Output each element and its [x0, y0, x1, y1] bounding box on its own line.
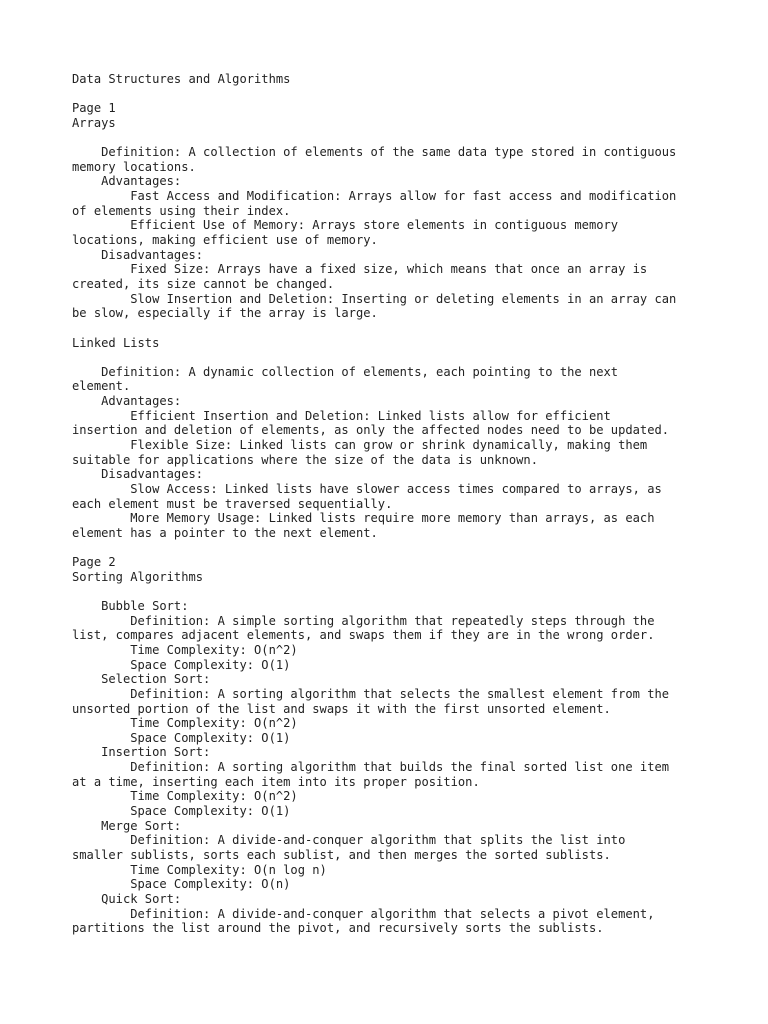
- text-line: Page 2: [72, 555, 116, 570]
- text-line: Advantages:: [72, 394, 182, 409]
- text-line: Page 1: [72, 101, 116, 116]
- text-line: partitions the list around the pivot, and recursively sorts the sublists.: [72, 921, 604, 936]
- text-line: Arrays: [72, 115, 116, 130]
- text-line: Space Complexity: O(1): [72, 730, 291, 745]
- text-line: element.: [72, 379, 131, 394]
- text-line: suitable for applications where the size of the data is unknown.: [72, 452, 538, 467]
- text-line: Time Complexity: O(n^2): [72, 789, 298, 804]
- blank-line: [72, 87, 712, 102]
- text-line: Time Complexity: O(n^2): [72, 642, 298, 657]
- document-body: [72, 72, 712, 936]
- text-line: be slow, especially if the array is large.: [72, 306, 378, 321]
- blank-line: [72, 584, 712, 599]
- blank-line: [72, 350, 712, 365]
- text-line: element has a pointer to the next element.: [72, 525, 378, 540]
- text-line: Time Complexity: O(n log n): [72, 862, 327, 877]
- text-line: Merge Sort:: [72, 818, 182, 833]
- text-line: locations, making efficient use of memory.: [72, 233, 378, 248]
- text-line: each element must be traversed sequentially.: [72, 496, 393, 511]
- text-line: Insertion Sort:: [72, 745, 211, 760]
- text-line: Data Structures and Algorithms: [72, 72, 291, 86]
- blank-line: [72, 131, 712, 146]
- text-line: created, its size cannot be changed.: [72, 276, 335, 291]
- text-line: Space Complexity: O(n): [72, 877, 291, 892]
- text-line: Slow Access: Linked lists have slower access times compared to arrays, as: [72, 481, 662, 496]
- text-line: Space Complexity: O(1): [72, 657, 291, 672]
- text-line: Fast Access and Modification: Arrays allow for fast access and modification: [72, 189, 677, 204]
- blank-line: [72, 321, 712, 336]
- text-line: Definition: A collection of elements of the same data type stored in contiguous: [72, 145, 677, 160]
- text-line: Efficient Use of Memory: Arrays store elements in contiguous memory: [72, 218, 619, 233]
- text-line: Efficient Insertion and Deletion: Linked lists allow for efficient: [72, 408, 611, 423]
- text-line: Time Complexity: O(n^2): [72, 716, 298, 731]
- text-line: Definition: A divide-and-conquer algorithm that selects a pivot element,: [72, 906, 655, 921]
- text-line: Definition: A sorting algorithm that builds the final sorted list one item: [72, 760, 670, 775]
- text-line: Space Complexity: O(1): [72, 804, 291, 819]
- text-line: unsorted portion of the list and swaps it with the first unsorted element.: [72, 701, 611, 716]
- text-line: Sorting Algorithms: [72, 569, 204, 584]
- text-line: Disadvantages:: [72, 467, 204, 482]
- text-line: memory locations.: [72, 159, 196, 174]
- text-line: list, compares adjacent elements, and swaps them if they are in the wrong order.: [72, 628, 655, 643]
- text-line: Linked Lists: [72, 335, 160, 350]
- text-line: Quick Sort:: [72, 891, 182, 906]
- blank-line: [72, 541, 712, 556]
- text-line: Definition: A simple sorting algorithm that repeatedly steps through the: [72, 613, 655, 628]
- text-line: Definition: A dynamic collection of elements, each pointing to the next: [72, 364, 619, 379]
- text-line: Slow Insertion and Deletion: Inserting or deleting elements in an array can: [72, 291, 677, 306]
- text-line: at a time, inserting each item into its proper position.: [72, 774, 480, 789]
- text-line: Advantages:: [72, 174, 182, 189]
- text-line: Definition: A sorting algorithm that selects the smallest element from the: [72, 686, 670, 701]
- text-line: More Memory Usage: Linked lists require more memory than arrays, as each: [72, 511, 655, 526]
- text-line: smaller sublists, sorts each sublist, and then merges the sorted sublists.: [72, 847, 611, 862]
- text-line: Selection Sort:: [72, 672, 211, 687]
- text-line: Bubble Sort:: [72, 599, 189, 614]
- text-line: Definition: A divide-and-conquer algorithm that splits the list into: [72, 833, 626, 848]
- text-line: Disadvantages:: [72, 247, 204, 262]
- text-line: Flexible Size: Linked lists can grow or shrink dynamically, making them: [72, 438, 648, 453]
- text-line: Fixed Size: Arrays have a fixed size, which means that once an array is: [72, 262, 648, 277]
- text-line: insertion and deletion of elements, as only the affected nodes need to be updated.: [72, 423, 670, 438]
- text-line: of elements using their index.: [72, 203, 291, 218]
